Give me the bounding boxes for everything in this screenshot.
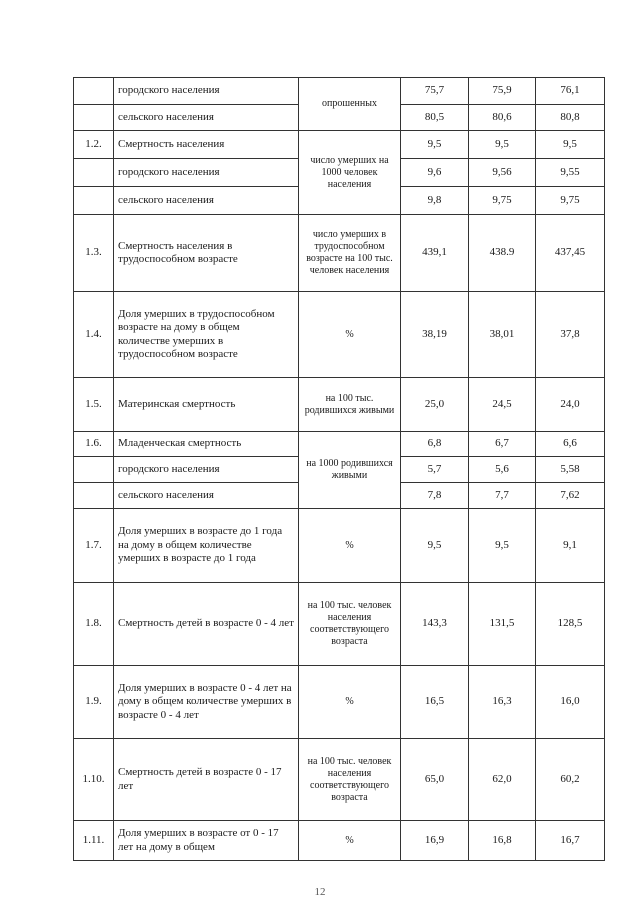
value-cell: 437,45 [536, 215, 605, 292]
value-cell: 16,7 [536, 821, 605, 861]
value-cell: 75,7 [401, 78, 469, 105]
row-number [74, 105, 114, 131]
indicator-name: Доля умерших в возрасте от 0 - 17 лет на дому в общем [114, 821, 299, 861]
value-cell: 9,5 [469, 131, 536, 159]
table-row [74, 215, 605, 292]
value-cell: 25,0 [401, 378, 469, 432]
indicator-name: Смертность населения [114, 131, 299, 159]
value-cell: 80,6 [469, 105, 536, 131]
value-cell: 9,6 [401, 159, 469, 187]
value-cell: 9,5 [401, 131, 469, 159]
value-cell: 24,5 [469, 378, 536, 432]
value-cell: 16,5 [401, 666, 469, 739]
indicator-name: сельского населения [114, 187, 299, 215]
value-cell: 5,58 [536, 457, 605, 483]
value-cell: 38,01 [469, 292, 536, 378]
row-number [74, 457, 114, 483]
indicator-name: Смертность детей в возрасте 0 - 4 лет [114, 583, 299, 666]
table-row [74, 378, 605, 432]
page-number: 12 [314, 886, 326, 898]
indicator-name: Материнская смертность [114, 378, 299, 432]
row-number: 1.11. [74, 821, 114, 861]
value-cell: 6,6 [536, 432, 605, 457]
table-row [74, 821, 605, 861]
value-cell: 128,5 [536, 583, 605, 666]
indicator-name: Доля умерших в трудоспособном возрасте на дому в общем количестве умерших в трудоспособном возрасте [114, 292, 299, 378]
table-row [74, 292, 605, 378]
indicator-name: городского населения [114, 159, 299, 187]
row-number [74, 187, 114, 215]
value-cell: 439,1 [401, 215, 469, 292]
indicator-name: городского населения [114, 457, 299, 483]
value-cell: 16,0 [536, 666, 605, 739]
indicator-name: городского населения [114, 78, 299, 105]
value-cell: 9,75 [536, 187, 605, 215]
indicators-table [73, 77, 605, 861]
value-cell: 7,8 [401, 483, 469, 509]
value-cell: 6,8 [401, 432, 469, 457]
value-cell: 5,6 [469, 457, 536, 483]
value-cell: 7,62 [536, 483, 605, 509]
row-number: 1.8. [74, 583, 114, 666]
table-row [74, 666, 605, 739]
table-row [74, 78, 605, 105]
unit-cell: % [299, 292, 401, 378]
unit-cell: на 100 тыс. человек населения соответствующего возраста [299, 739, 401, 821]
value-cell: 6,7 [469, 432, 536, 457]
table-row [74, 432, 605, 457]
value-cell: 24,0 [536, 378, 605, 432]
unit-cell: % [299, 509, 401, 583]
value-cell: 9,5 [401, 509, 469, 583]
value-cell: 131,5 [469, 583, 536, 666]
row-number: 1.7. [74, 509, 114, 583]
row-number: 1.2. [74, 131, 114, 159]
row-number: 1.10. [74, 739, 114, 821]
value-cell: 16,9 [401, 821, 469, 861]
value-cell: 65,0 [401, 739, 469, 821]
value-cell: 16,8 [469, 821, 536, 861]
table-row [74, 583, 605, 666]
value-cell: 16,3 [469, 666, 536, 739]
indicator-name: Смертность населения в трудоспособном возрасте [114, 215, 299, 292]
value-cell: 80,5 [401, 105, 469, 131]
value-cell: 62,0 [469, 739, 536, 821]
value-cell: 9,5 [469, 509, 536, 583]
value-cell: 9,5 [536, 131, 605, 159]
unit-cell: число умерших на 1000 человек населения [299, 131, 401, 215]
table-row [74, 739, 605, 821]
unit-cell: % [299, 821, 401, 861]
value-cell: 80,8 [536, 105, 605, 131]
row-number: 1.3. [74, 215, 114, 292]
indicator-name: сельского населения [114, 105, 299, 131]
value-cell: 38,19 [401, 292, 469, 378]
value-cell: 60,2 [536, 739, 605, 821]
row-number: 1.9. [74, 666, 114, 739]
value-cell: 76,1 [536, 78, 605, 105]
value-cell: 9,8 [401, 187, 469, 215]
value-cell: 9,55 [536, 159, 605, 187]
row-number: 1.6. [74, 432, 114, 457]
unit-cell: на 100 тыс. родившихся живыми [299, 378, 401, 432]
unit-cell: на 100 тыс. человек населения соответствующего возраста [299, 583, 401, 666]
unit-cell: опрошенных [299, 78, 401, 131]
unit-cell: на 1000 родившихся живыми [299, 432, 401, 509]
row-number: 1.5. [74, 378, 114, 432]
indicator-name: Доля умерших в возрасте до 1 года на дому в общем количестве умерших в возрасте до 1 года [114, 509, 299, 583]
indicator-name: Смертность детей в возрасте 0 - 17 лет [114, 739, 299, 821]
table-row [74, 509, 605, 583]
value-cell: 5,7 [401, 457, 469, 483]
value-cell: 438.9 [469, 215, 536, 292]
indicator-name: Младенческая смертность [114, 432, 299, 457]
row-number [74, 78, 114, 105]
unit-cell: число умерших в трудоспособном возрасте на 100 тыс. человек населения [299, 215, 401, 292]
value-cell: 9,75 [469, 187, 536, 215]
row-number: 1.4. [74, 292, 114, 378]
value-cell: 37,8 [536, 292, 605, 378]
table-row [74, 131, 605, 159]
value-cell: 9,1 [536, 509, 605, 583]
indicator-name: Доля умерших в возрасте 0 - 4 лет на дому в общем количестве умерших в возрасте 0 - 4 лет [114, 666, 299, 739]
unit-cell: % [299, 666, 401, 739]
row-number [74, 159, 114, 187]
value-cell: 143,3 [401, 583, 469, 666]
row-number [74, 483, 114, 509]
value-cell: 9,56 [469, 159, 536, 187]
indicator-name: сельского населения [114, 483, 299, 509]
value-cell: 7,7 [469, 483, 536, 509]
value-cell: 75,9 [469, 78, 536, 105]
